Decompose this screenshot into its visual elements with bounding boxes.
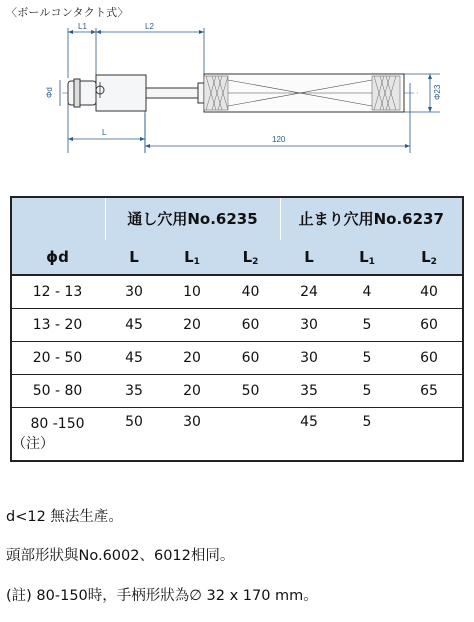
table-group-header-row xyxy=(10,196,462,240)
note-line: (註) 80-150時，手柄形狀為∅ 32 x 170 mm。 xyxy=(6,588,318,604)
cell-stop-l: 30 xyxy=(300,317,318,333)
cell-d: 12 - 13 xyxy=(32,284,83,300)
col-phi-d: ϕd xyxy=(10,240,105,275)
cell-through-l2: 60 xyxy=(241,350,260,366)
cell-through-l2 xyxy=(221,408,280,467)
col-through-l1: $L_1$ xyxy=(163,240,221,275)
table-row xyxy=(10,275,462,309)
cell-through-l2: 50 xyxy=(241,383,260,399)
cell-through-l1: 30 xyxy=(183,414,201,430)
cell-d: 20 - 50 xyxy=(32,350,83,366)
cell-d: 13 - 20 xyxy=(32,317,83,333)
cell-through-l1: 20 xyxy=(183,350,201,366)
cell-through-l1: 10 xyxy=(183,284,201,300)
cell-stop-l1: 5 xyxy=(362,414,372,430)
col-stop-l2: $L_2$ xyxy=(396,240,462,275)
cell-stop-l: 45 xyxy=(300,414,318,430)
cell-through-l1: 20 xyxy=(183,383,201,399)
cell-through-l: 30 xyxy=(125,284,143,300)
cell-stop-l2: 60 xyxy=(420,350,438,366)
table-row xyxy=(10,408,462,467)
cell-stop-l1: 5 xyxy=(362,383,372,399)
cell-d xyxy=(10,408,105,467)
dim-phi-23-label: Φ23 xyxy=(433,84,442,100)
cell-stop-l1: 5 xyxy=(362,317,372,333)
cell-stop-l2 xyxy=(396,408,462,467)
cell-stop-l2: 40 xyxy=(420,284,438,300)
cell-d: 50 - 80 xyxy=(32,383,83,399)
dim-phi-d-label: Φd xyxy=(45,87,54,98)
cell-stop-l: 30 xyxy=(300,350,318,366)
dim-l2-label: L2 xyxy=(145,22,154,31)
cell-stop-l2: 60 xyxy=(420,317,438,333)
cell-through-l: 45 xyxy=(125,317,143,333)
cell-stop-l1: 4 xyxy=(362,284,372,300)
col-stop-l1: $L_1$ xyxy=(338,240,396,275)
table-row xyxy=(10,309,462,342)
cell-stop-l1: 5 xyxy=(362,350,372,366)
table-row xyxy=(10,375,462,408)
dim-l-label: L xyxy=(102,128,107,137)
cell-through-l: 45 xyxy=(125,350,143,366)
cell-stop-l: 35 xyxy=(300,383,318,399)
group-stop-hole: 止まり穴用No.6237 xyxy=(280,196,462,240)
table-column-header-row xyxy=(10,240,462,275)
group-through-hole: 通し穴用No.6235 xyxy=(105,196,280,240)
cell-stop-l2: 65 xyxy=(420,383,438,399)
dim-120-label: 120 xyxy=(272,135,286,144)
cell-through-l1: 20 xyxy=(183,317,201,333)
cell-d-range: 80 -150 xyxy=(30,416,85,432)
note-line: d<12 無法生產。 xyxy=(6,509,123,525)
dim-l1-label: L1 xyxy=(78,22,87,31)
table-row xyxy=(10,342,462,375)
technical-drawing xyxy=(0,18,474,168)
cell-stop-l: 24 xyxy=(300,284,318,300)
note-line: 頭部形狀與No.6002、6012相同。 xyxy=(6,548,235,564)
section-caption: 〈ボールコンタクト式〉 xyxy=(6,6,129,19)
cell-d-note: （注） xyxy=(12,436,54,452)
col-through-l: L xyxy=(105,240,163,275)
cell-through-l2: 60 xyxy=(241,317,260,333)
spec-table xyxy=(10,196,462,466)
cell-through-l2: 40 xyxy=(241,284,260,300)
col-stop-l: L xyxy=(280,240,338,275)
cell-through-l: 50 xyxy=(125,414,143,430)
col-through-l2: $L_2$ xyxy=(221,240,280,275)
cell-through-l: 35 xyxy=(125,383,143,399)
